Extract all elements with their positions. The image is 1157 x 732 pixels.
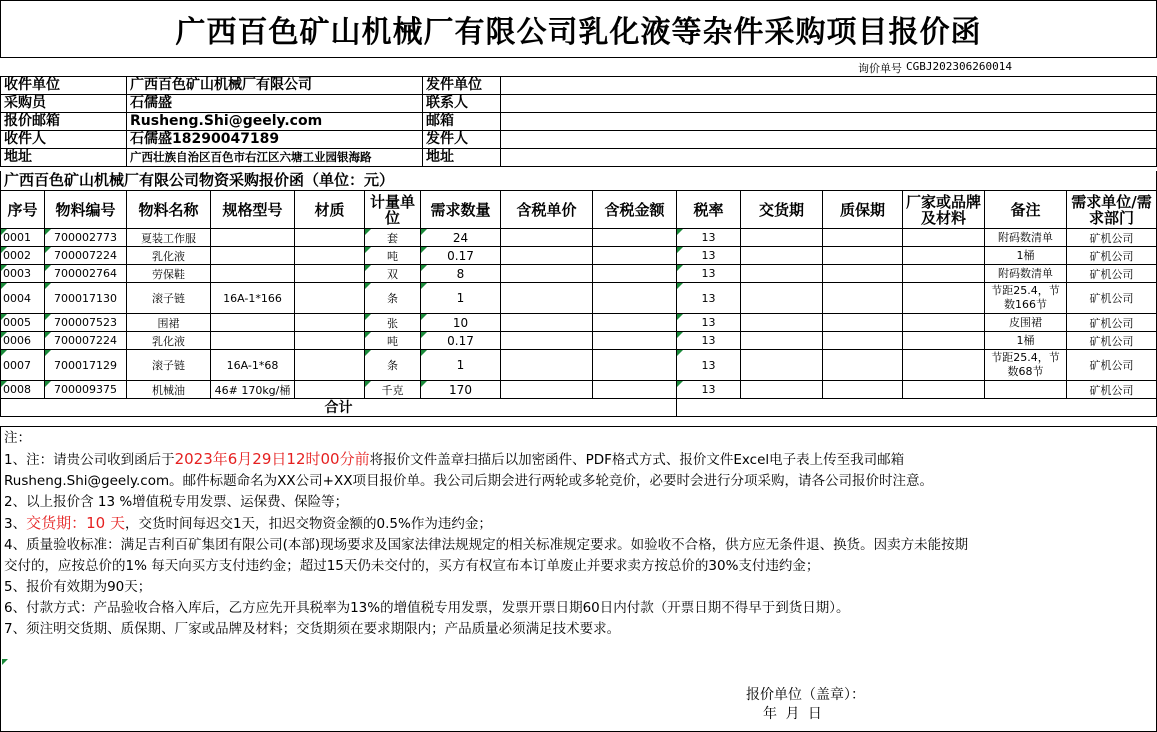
sender-label: 发件人 <box>423 131 501 149</box>
cell-tax: 13 <box>677 247 741 265</box>
cell-spec <box>211 247 295 265</box>
cell-delivery[interactable] <box>741 265 823 283</box>
col-unit: 计量单位 <box>365 191 421 229</box>
sender-value[interactable] <box>501 131 1157 149</box>
cell-marker <box>421 283 427 289</box>
table-row <box>1 332 1157 350</box>
cell-unit-price[interactable] <box>501 265 593 283</box>
cell-marker <box>421 265 427 271</box>
cell-material[interactable] <box>295 314 365 332</box>
cell-dept: 矿机公司 <box>1067 332 1157 350</box>
cell-amount[interactable] <box>593 314 677 332</box>
table-row <box>1 350 1157 381</box>
cell-marker <box>45 314 51 320</box>
cell-material[interactable] <box>295 229 365 247</box>
cell-tax: 13 <box>677 350 741 381</box>
cell-code: 700002764 <box>45 265 127 283</box>
col-seq: 序号 <box>1 191 45 229</box>
delivery-period: 交货期：10 天 <box>26 514 125 532</box>
cell-dept: 矿机公司 <box>1067 247 1157 265</box>
cell-marker <box>421 314 427 320</box>
cell-amount[interactable] <box>593 350 677 381</box>
cell-marker <box>1 314 7 320</box>
address2-label: 地址 <box>423 149 501 167</box>
cell-marker <box>1 265 7 271</box>
note-7: 7、须注明交货期、质保期、厂家或品牌及材料；交货期须在要求期限内；产品质量必须满足技术要求。 <box>4 621 621 637</box>
cell-delivery[interactable] <box>741 350 823 381</box>
cell-dept: 矿机公司 <box>1067 283 1157 314</box>
email-value[interactable]: Rusheng.Shi@geely.com <box>127 113 423 131</box>
send-unit-label: 发件单位 <box>423 77 501 95</box>
cell-marker <box>677 247 683 253</box>
cell-seq: 0005 <box>1 314 45 332</box>
cell-unit-price[interactable] <box>501 381 593 399</box>
cell-code: 700007224 <box>45 247 127 265</box>
cell-marker <box>45 229 51 235</box>
address2-value[interactable] <box>501 149 1157 167</box>
cell-tax: 13 <box>677 381 741 399</box>
cell-code: 700002773 <box>45 229 127 247</box>
cell-marker <box>677 265 683 271</box>
submission-deadline: 2023年6月29日12时00分前 <box>174 450 370 468</box>
note-3-rest: ，交货时间每迟交1天，扣迟交物资金额的0.5%作为违约金； <box>124 516 492 532</box>
cell-tax: 13 <box>677 283 741 314</box>
cell-marker <box>421 247 427 253</box>
sign-date: 年 月 日 <box>763 706 824 722</box>
cell-spec: 46# 170kg/桶 <box>211 381 295 399</box>
cell-remark: 1桶 <box>985 332 1067 350</box>
cell-delivery[interactable] <box>741 283 823 314</box>
cell-qty: 8 <box>421 265 501 283</box>
cell-marker <box>677 350 683 356</box>
cell-marker <box>45 332 51 338</box>
cell-marker <box>1 283 7 289</box>
cell-marker <box>421 381 427 387</box>
col-material: 材质 <box>295 191 365 229</box>
total-row <box>1 399 1157 417</box>
cell-dept: 矿机公司 <box>1067 265 1157 283</box>
cell-material[interactable] <box>295 265 365 283</box>
cell-remark: 节距25.4，节数68节 <box>985 350 1067 381</box>
mail-value[interactable] <box>501 113 1157 131</box>
cell-brand[interactable] <box>903 229 985 247</box>
cell-seq: 0003 <box>1 265 45 283</box>
buyer-value[interactable]: 石儒盛 <box>127 95 423 113</box>
note-1-rest: 将报价文件盖章扫描后以加密函件、PDF格式方式、报价文件Excel电子表上传至我司邮箱 <box>369 452 905 468</box>
cell-amount[interactable] <box>593 332 677 350</box>
cell-code: 700009375 <box>45 381 127 399</box>
cell-tax: 13 <box>677 229 741 247</box>
cell-unit-price[interactable] <box>501 247 593 265</box>
cell-brand[interactable] <box>903 265 985 283</box>
cell-name: 夏装工作服 <box>127 229 211 247</box>
table-row <box>1 283 1157 314</box>
cell-marker <box>1 229 7 235</box>
cell-tax: 13 <box>677 332 741 350</box>
cell-remark: 附码数清单 <box>985 229 1067 247</box>
cell-spec <box>211 314 295 332</box>
info-table <box>0 76 1157 167</box>
cell-seq: 0007 <box>1 350 45 381</box>
col-spec: 规格型号 <box>211 191 295 229</box>
cell-marker <box>365 265 371 271</box>
cell-unit-price[interactable] <box>501 332 593 350</box>
cell-marker <box>365 332 371 338</box>
cell-unit: 张 <box>365 314 421 332</box>
cell-code: 700007224 <box>45 332 127 350</box>
cell-warranty[interactable] <box>823 314 903 332</box>
note-4: 4、质量验收标准：满足吉利百矿集团有限公司(本部)现场要求及国家法律法规规定的相关标准规定要求。如验收不合格，供方应无条件退、换货。因卖方未能按期 <box>4 537 969 553</box>
note-1-cont: Rusheng.Shi@geely.com。邮件标题命名为XX公司+XX项目报价单。我公司后期会进行两轮或多轮竞价，必要时会进行分项采购，请各公司报价时注意。 <box>4 473 933 489</box>
cell-unit-price[interactable] <box>501 314 593 332</box>
cell-unit: 千克 <box>365 381 421 399</box>
page-title: 广西百色矿山机械厂有限公司乳化液等杂件采购项目报价函 <box>0 0 1157 58</box>
cell-delivery[interactable] <box>741 314 823 332</box>
cell-name: 劳保鞋 <box>127 265 211 283</box>
note-1-start: 1、注：请贵公司收到函后于 <box>4 452 175 468</box>
mail-label: 邮箱 <box>423 113 501 131</box>
table-row <box>1 314 1157 332</box>
col-warranty: 质保期 <box>823 191 903 229</box>
cell-marker <box>677 332 683 338</box>
table-row <box>1 229 1157 247</box>
cell-warranty[interactable] <box>823 350 903 381</box>
cell-tax: 13 <box>677 265 741 283</box>
cell-unit-price[interactable] <box>501 283 593 314</box>
cell-amount[interactable] <box>593 229 677 247</box>
cell-spec <box>211 332 295 350</box>
cell-spec: 16A-1*166 <box>211 283 295 314</box>
cell-marker <box>365 350 371 356</box>
cell-qty: 0.17 <box>421 247 501 265</box>
email-label: 报价邮箱 <box>1 113 127 131</box>
cell-marker <box>45 265 51 271</box>
cell-tax: 13 <box>677 314 741 332</box>
cell-marker <box>677 314 683 320</box>
inquiry-number-value: CGBJ202306260014 <box>906 60 1012 73</box>
inquiry-row <box>0 58 1157 76</box>
cell-marker <box>677 229 683 235</box>
cell-code: 700007523 <box>45 314 127 332</box>
info-row-recipient <box>1 131 1157 149</box>
cell-marker <box>2 659 8 665</box>
cell-qty: 170 <box>421 381 501 399</box>
col-brand: 厂家或品牌及材料 <box>903 191 985 229</box>
cell-code: 700017129 <box>45 350 127 381</box>
cell-unit: 双 <box>365 265 421 283</box>
cell-dept: 矿机公司 <box>1067 381 1157 399</box>
recv-unit-label: 收件单位 <box>1 77 127 95</box>
cell-marker <box>45 381 51 387</box>
col-tax: 税率 <box>677 191 741 229</box>
cell-unit: 吨 <box>365 247 421 265</box>
cell-material[interactable] <box>295 247 365 265</box>
cell-unit: 套 <box>365 229 421 247</box>
table-row <box>1 381 1157 399</box>
cell-delivery[interactable] <box>741 247 823 265</box>
cell-marker <box>677 381 683 387</box>
cell-marker <box>45 283 51 289</box>
cell-warranty[interactable] <box>823 381 903 399</box>
info-row-email <box>1 113 1157 131</box>
col-remark: 备注 <box>985 191 1067 229</box>
cell-unit-price[interactable] <box>501 229 593 247</box>
cell-warranty[interactable] <box>823 332 903 350</box>
cell-spec <box>211 229 295 247</box>
cell-delivery[interactable] <box>741 229 823 247</box>
quote-unit-seal: 报价单位（盖章）： <box>746 687 865 703</box>
cell-remark: 皮围裙 <box>985 314 1067 332</box>
col-dept: 需求单位/需求部门 <box>1067 191 1157 229</box>
items-header-row <box>1 191 1157 229</box>
cell-warranty[interactable] <box>823 247 903 265</box>
cell-delivery[interactable] <box>741 332 823 350</box>
cell-amount[interactable] <box>593 247 677 265</box>
cell-warranty[interactable] <box>823 229 903 247</box>
cell-warranty[interactable] <box>823 283 903 314</box>
cell-dept: 矿机公司 <box>1067 314 1157 332</box>
contact-value[interactable] <box>501 95 1157 113</box>
cell-seq: 0006 <box>1 332 45 350</box>
cell-material[interactable] <box>295 332 365 350</box>
cell-name: 乳化液 <box>127 247 211 265</box>
cell-remark: 附码数清单 <box>985 265 1067 283</box>
address-value[interactable]: 广西壮族自治区百色市右江区六塘工业园银海路 <box>127 149 423 167</box>
cell-code: 700017130 <box>45 283 127 314</box>
cell-marker <box>677 283 683 289</box>
table-row <box>1 247 1157 265</box>
cell-name: 乳化液 <box>127 332 211 350</box>
cell-name: 滚子链 <box>127 350 211 381</box>
cell-seq: 0001 <box>1 229 45 247</box>
contact-label: 联系人 <box>423 95 501 113</box>
cell-marker <box>1 350 7 356</box>
cell-brand[interactable] <box>903 350 985 381</box>
cell-marker <box>1 332 7 338</box>
cell-warranty[interactable] <box>823 265 903 283</box>
cell-unit-price[interactable] <box>501 350 593 381</box>
cell-unit: 条 <box>365 283 421 314</box>
cell-dept: 矿机公司 <box>1067 229 1157 247</box>
cell-amount[interactable] <box>593 283 677 314</box>
cell-remark <box>985 381 1067 399</box>
cell-marker <box>45 350 51 356</box>
cell-seq: 0008 <box>1 381 45 399</box>
cell-amount[interactable] <box>593 381 677 399</box>
cell-marker <box>1 381 7 387</box>
col-qty: 需求数量 <box>421 191 501 229</box>
cell-marker <box>45 247 51 253</box>
cell-brand[interactable] <box>903 381 985 399</box>
cell-brand[interactable] <box>903 332 985 350</box>
cell-marker <box>365 247 371 253</box>
cell-seq: 0004 <box>1 283 45 314</box>
note-5: 5、报价有效期为90天； <box>4 579 152 595</box>
cell-qty: 1 <box>421 350 501 381</box>
note-6: 6、付款方式：产品验收合格入库后，乙方应先开具税率为13%的增值税专用发票，发票开票日期60日内付款（开票日期不得早于到货日期）。 <box>4 600 850 616</box>
cell-dept: 矿机公司 <box>1067 350 1157 381</box>
col-name: 物料名称 <box>127 191 211 229</box>
note-1 <box>4 449 1153 471</box>
address-label: 地址 <box>1 149 127 167</box>
recipient-label: 收件人 <box>1 131 127 149</box>
cell-marker <box>421 350 427 356</box>
inquiry-number-label: 询价单号 <box>858 62 902 75</box>
info-row-recv-unit <box>1 77 1157 95</box>
cell-material[interactable] <box>295 283 365 314</box>
cell-brand[interactable] <box>903 283 985 314</box>
cell-marker <box>365 381 371 387</box>
notes-section <box>0 426 1157 732</box>
table-row <box>1 265 1157 283</box>
cell-delivery[interactable] <box>741 381 823 399</box>
cell-brand[interactable] <box>903 314 985 332</box>
note-3 <box>4 513 1153 535</box>
cell-material[interactable] <box>295 381 365 399</box>
cell-remark: 1桶 <box>985 247 1067 265</box>
cell-marker <box>365 229 371 235</box>
total-value[interactable] <box>677 399 1157 417</box>
cell-marker <box>1 247 7 253</box>
cell-marker <box>365 314 371 320</box>
cell-qty: 24 <box>421 229 501 247</box>
note-2: 2、以上报价含 13 %增值税专用发票、运保费、保险等； <box>4 494 349 510</box>
cell-name: 机械油 <box>127 381 211 399</box>
info-row-buyer <box>1 95 1157 113</box>
col-delivery: 交货期 <box>741 191 823 229</box>
cell-material[interactable] <box>295 350 365 381</box>
cell-qty: 1 <box>421 283 501 314</box>
cell-seq: 0002 <box>1 247 45 265</box>
cell-marker <box>365 283 371 289</box>
buyer-label: 采购员 <box>1 95 127 113</box>
cell-qty: 0.17 <box>421 332 501 350</box>
notes-heading: 注： <box>4 430 31 446</box>
cell-name: 围裙 <box>127 314 211 332</box>
cell-amount[interactable] <box>593 265 677 283</box>
cell-qty: 10 <box>421 314 501 332</box>
col-unit-price: 含税单价 <box>501 191 593 229</box>
total-label: 合计 <box>1 399 677 417</box>
col-code: 物料编号 <box>45 191 127 229</box>
recipient-value[interactable]: 石儒盛18290047189 <box>127 131 423 149</box>
col-amount: 含税金额 <box>593 191 677 229</box>
cell-marker <box>421 229 427 235</box>
cell-name: 滚子链 <box>127 283 211 314</box>
note-4-cont: 交付的，应按总价的1% 每天向买方支付违约金；超过15天仍未交付的，买方有权宣布本订单废止并要求卖方按总价的30%支付违约金； <box>4 558 820 574</box>
items-table <box>0 190 1157 417</box>
cell-brand[interactable] <box>903 247 985 265</box>
recv-unit-value[interactable]: 广西百色矿山机械厂有限公司 <box>127 77 423 95</box>
send-unit-value[interactable] <box>501 77 1157 95</box>
info-row-address <box>1 149 1157 167</box>
cell-spec: 16A-1*68 <box>211 350 295 381</box>
table-subtitle: 广西百色矿山机械厂有限公司物资采购报价函（单位：元） <box>0 171 1157 191</box>
cell-unit: 条 <box>365 350 421 381</box>
cell-marker <box>421 332 427 338</box>
cell-spec <box>211 265 295 283</box>
note-3-start: 3、 <box>4 516 27 532</box>
cell-remark: 节距25.4，节数166节 <box>985 283 1067 314</box>
cell-unit: 吨 <box>365 332 421 350</box>
